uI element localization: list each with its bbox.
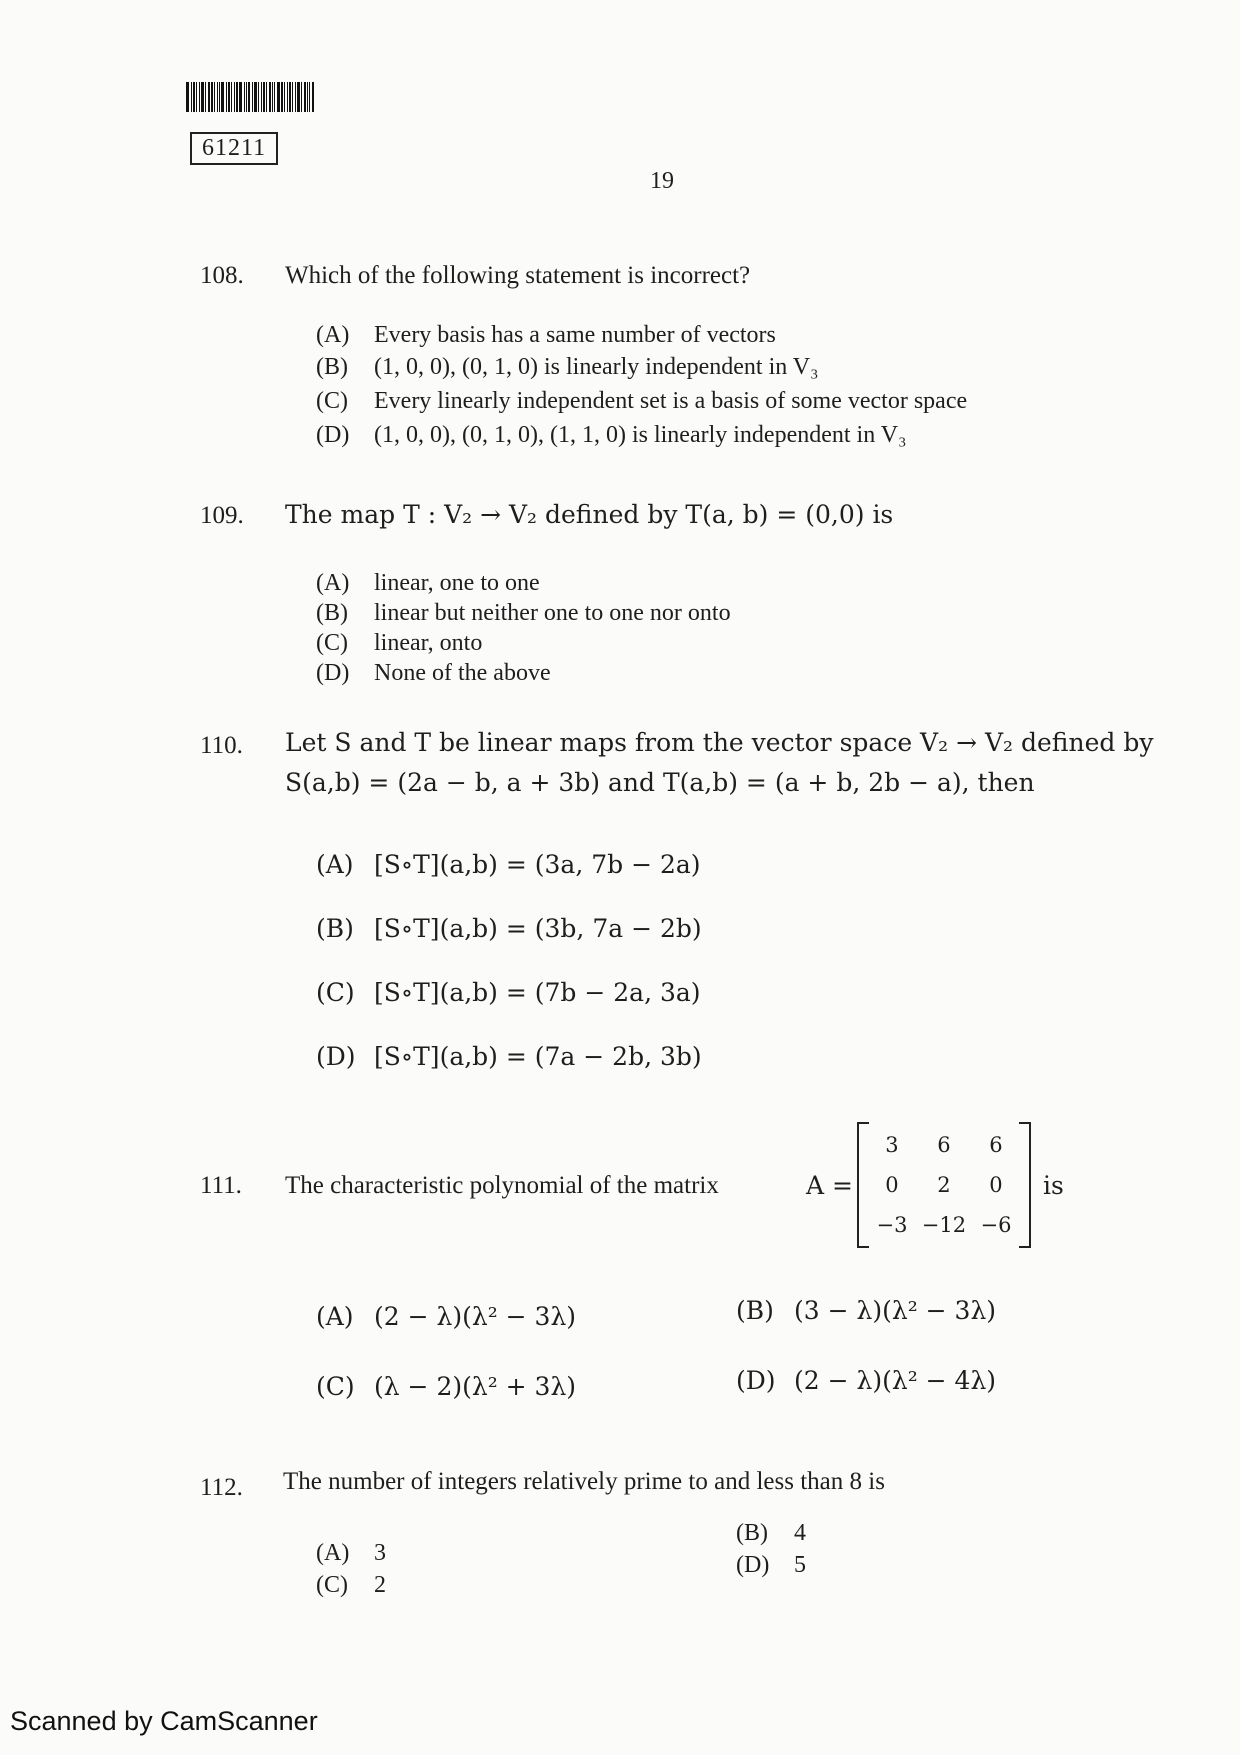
question-111-option-a: (A) (2 − λ)(λ² − 3λ) [316, 1302, 577, 1331]
matrix-prefix: A = [806, 1170, 853, 1200]
question-109-option-b: (B) linear but neither one to one nor onto [316, 600, 731, 626]
matrix-cell: 2 [937, 1173, 951, 1197]
barcode-bar [236, 82, 238, 112]
question-111-text: The characteristic polynomial of the matrix [285, 1172, 719, 1199]
question-109-option-d: (D) None of the above [316, 660, 551, 686]
matrix-cell: 0 [989, 1173, 1003, 1197]
barcode-bar [307, 82, 308, 112]
question-111-number: 111. [200, 1172, 242, 1199]
barcode-bar [277, 82, 280, 112]
barcode-bar [287, 82, 288, 112]
barcode-bar [312, 82, 314, 112]
barcode-bar [297, 82, 300, 112]
barcode-bar [201, 82, 204, 112]
page-number: 19 [650, 168, 674, 194]
barcode-bar [261, 82, 262, 112]
barcode-bar [281, 82, 283, 112]
question-109-text: The map T : V₂ → V₂ defined by T(a, b) = (0,0) is [285, 500, 894, 529]
question-108-option-c: (C) Every linearly independent set is a basis of some vector space [316, 388, 968, 414]
barcode-bar [231, 82, 232, 112]
question-108-option-a: (A) Every basis has a same number of vectors [316, 322, 776, 348]
question-112-number: 112. [200, 1474, 243, 1501]
barcode-bar [309, 82, 310, 112]
question-108-number: 108. [200, 262, 244, 289]
barcode-bar [254, 82, 257, 112]
question-110-text-line2: S(a,b) = (2a − b, a + 3b) and T(a,b) = (a + b, 2b − a), then [285, 768, 1035, 797]
barcode-bar [269, 82, 271, 112]
barcode-bar [292, 82, 293, 112]
matrix-grid [869, 1125, 1019, 1245]
question-110-text-line1: Let S and T be linear maps from the vector space V₂ → V₂ defined by [285, 728, 1154, 757]
barcode-bar [193, 82, 195, 112]
barcode-bar [258, 82, 259, 112]
barcode-bar [221, 82, 224, 112]
question-110-option-c: (C) [S∘T](a,b) = (7b − 2a, 3a) [316, 978, 701, 1007]
barcode-bar [234, 82, 235, 112]
question-110-option-b: (B) [S∘T](a,b) = (3b, 7a − 2b) [316, 914, 702, 943]
matrix-left-bracket [857, 1122, 869, 1248]
barcode-bar [252, 82, 253, 112]
question-111-option-d: (D) (2 − λ)(λ² − 4λ) [736, 1366, 997, 1395]
barcode-bar [208, 82, 210, 112]
matrix-suffix: is [1042, 1170, 1064, 1200]
barcode-bar [289, 82, 291, 112]
barcode-bar [295, 82, 296, 112]
matrix-cell: −12 [921, 1213, 967, 1237]
barcode-bar [244, 82, 245, 112]
question-112-option-d: (D) 5 [736, 1552, 806, 1578]
matrix-cell: 6 [937, 1133, 951, 1157]
barcode-bar [191, 82, 192, 112]
barcode-bar [301, 82, 302, 112]
barcode-bar [284, 82, 285, 112]
barcode-bar [219, 82, 220, 112]
barcode-bar [205, 82, 206, 112]
question-112-option-a: (A) 3 [316, 1540, 386, 1566]
barcode-bar [304, 82, 306, 112]
question-112-option-b: (B) 4 [736, 1520, 806, 1546]
barcode-bar [266, 82, 267, 112]
barcode-bar [228, 82, 230, 112]
question-109-option-c: (C) linear, onto [316, 630, 483, 656]
barcode-bar [211, 82, 213, 112]
barcode-bar [199, 82, 200, 112]
question-112-option-c: (C) 2 [316, 1572, 386, 1598]
question-109-number: 109. [200, 502, 244, 529]
barcode-bar [226, 82, 227, 112]
barcode-bar [217, 82, 218, 112]
question-111-option-c: (C) (λ − 2)(λ² + 3λ) [316, 1372, 577, 1401]
barcode [186, 82, 362, 112]
question-112-text: The number of integers relatively prime to and less than 8 is [283, 1468, 885, 1495]
question-110-option-a: (A) [S∘T](a,b) = (3a, 7b − 2a) [316, 850, 701, 879]
paper-code: 61211 [190, 132, 278, 165]
barcode-bar [186, 82, 189, 112]
matrix-cell: 6 [989, 1133, 1003, 1157]
matrix-cell: −6 [980, 1213, 1012, 1237]
matrix-cell: −3 [876, 1213, 908, 1237]
barcode-bar [248, 82, 250, 112]
matrix-cell: 3 [885, 1133, 899, 1157]
question-108-text: Which of the following statement is incorrect? [285, 262, 751, 289]
matrix-right-bracket [1019, 1122, 1031, 1248]
barcode-bar [246, 82, 247, 112]
question-108-option-b: (B) (1, 0, 0), (0, 1, 0) is linearly independent in V₃ [316, 354, 819, 380]
barcode-bar [274, 82, 275, 112]
question-110-option-d: (D) [S∘T](a,b) = (7a − 2b, 3b) [316, 1042, 702, 1071]
scanner-watermark: Scanned by CamScanner [10, 1706, 318, 1736]
question-111-option-b: (B) (3 − λ)(λ² − 3λ) [736, 1296, 997, 1325]
barcode-bar [263, 82, 265, 112]
barcode-bar [196, 82, 197, 112]
barcode-bar [239, 82, 242, 112]
barcode-bar [214, 82, 215, 112]
barcode-bar [272, 82, 273, 112]
matrix-cell: 0 [885, 1173, 899, 1197]
question-108-option-d: (D) (1, 0, 0), (0, 1, 0), (1, 1, 0) is linearly independent in V₃ [316, 422, 907, 448]
matrix-a [806, 1122, 1064, 1248]
question-109-option-a: (A) linear, one to one [316, 570, 540, 596]
question-110-number: 110. [200, 732, 243, 759]
